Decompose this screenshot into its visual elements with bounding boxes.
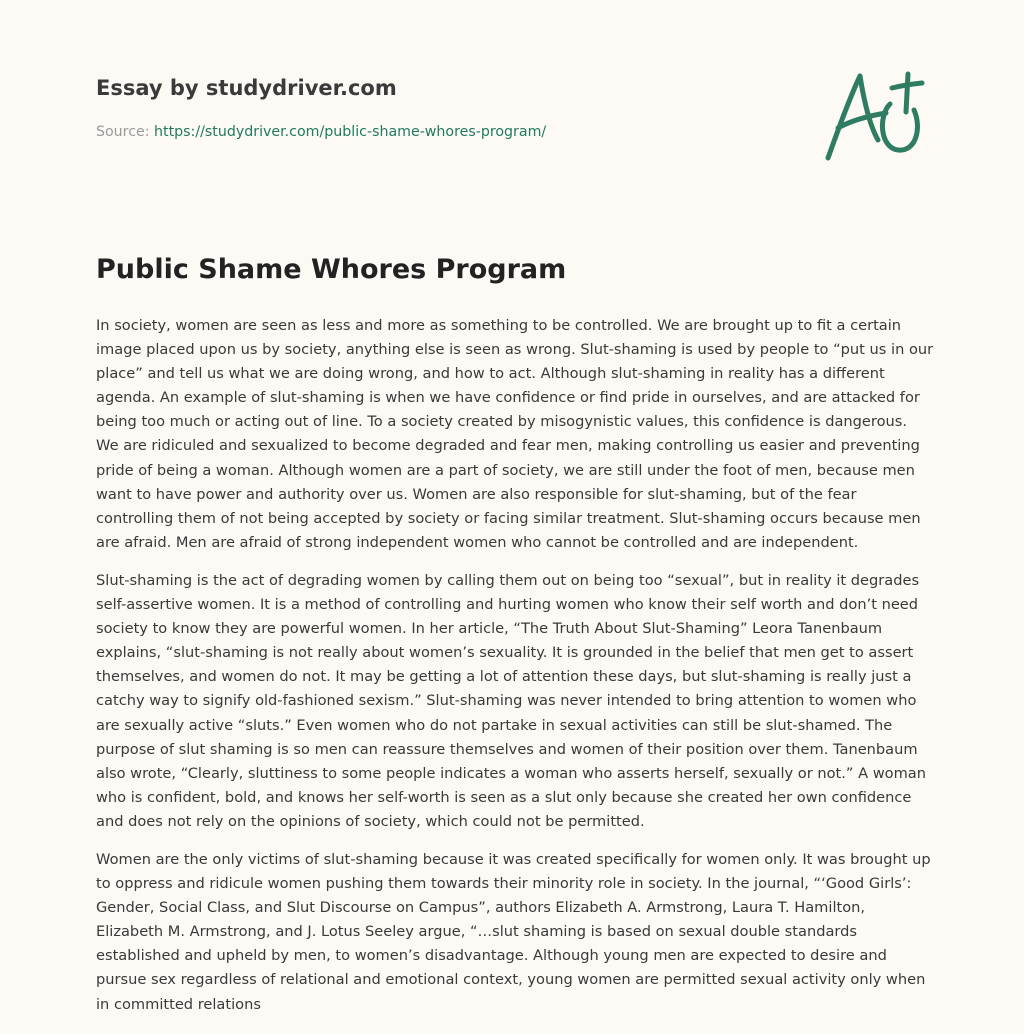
essay-paragraph: In society, women are seen as less and more as something to be controlled. We are brought up to fit a certain image placed upon us by society, anything else is seen as wrong. Slut-shaming is used by people to “put us in our place” and tell us what we are doing wrong, and how to act. Although slut-shaming in reality has a different agenda. An example of slut-shaming is when we have confidence or find pride in ourselves, and are attacked for being too much or acting out of line. To a society created by misogynistic values, this confidence is dangerous. We are ridiculed and sexualized to become degraded and fear men, making controlling us easier and preventing pride of being a woman. Although women are a part of society, we are still under the foot of men, because men want to have power and authority over us. Women are also responsible for slut-shaming, but of the fear controlling them of not being accepted by society or facing similar treatment. Slut-shaming occurs because men are afraid. Men are afraid of strong independent women who cannot be controlled and are independent.	[96, 317, 934, 551]
source-line	[96, 124, 546, 140]
site-title: Essay by studydriver.com	[96, 76, 397, 100]
essay-paragraph: Women are the only victims of slut-shaming because it was created specifically for women only. It was brought up to oppress and ridicule women pushing them towards their minority role in society. In the journal, “‘Good Girls’: Gender, Social Class, and Slut Discourse on Campus”, authors Elizabeth A. Armstrong, Laura T. Hamilton, Elizabeth M. Armstrong, and J. Lotus Seeley argue, “…slut shaming is based on sexual double standards established and upheld by men, to women’s disadvantage. Although young men are expected to desire and pursue sex regardless of relational and emotional context, young women are permitted sexual activity only when in committed relations	[96, 850, 931, 1013]
essay-title: Public Shame Whores Program	[96, 254, 567, 285]
essay-body	[96, 314, 934, 1031]
a-plus-grade-icon	[818, 66, 928, 166]
source-label: Source:	[96, 124, 155, 140]
source-link[interactable]: https://studydriver.com/public-shame-whores-program/	[154, 124, 547, 140]
essay-paragraph: Slut-shaming is the act of degrading women by calling them out on being too “sexual”, but in reality it degrades self-assertive women. It is a method of controlling and hurting women who know their self worth and don’t need society to know they are powerful women. In her article, “The Truth About Slut-Shaming” Leora Tanenbaum explains, “slut-shaming is not really about women’s sexuality. It is grounded in the belief that men get to assert themselves, and women do not. It may be getting a lot of attention these days, but slut-shaming is really just a catchy way to signify old-fashioned sexism.” Slut-shaming was never intended to bring attention to women who are sexually active “sluts.” Even women who do not partake in sexual activities can still be slut-shamed. The purpose of slut shaming is so men can reassure themselves and women of their position over them. Tanenbaum also wrote, “Clearly, sluttiness to some people indicates a woman who asserts herself, sexually or not.” A woman who is confident, bold, and knows her self-worth is seen as a slut only because she created her own confidence and does not rely on the opinions of society, which could not be permitted.	[96, 571, 926, 830]
